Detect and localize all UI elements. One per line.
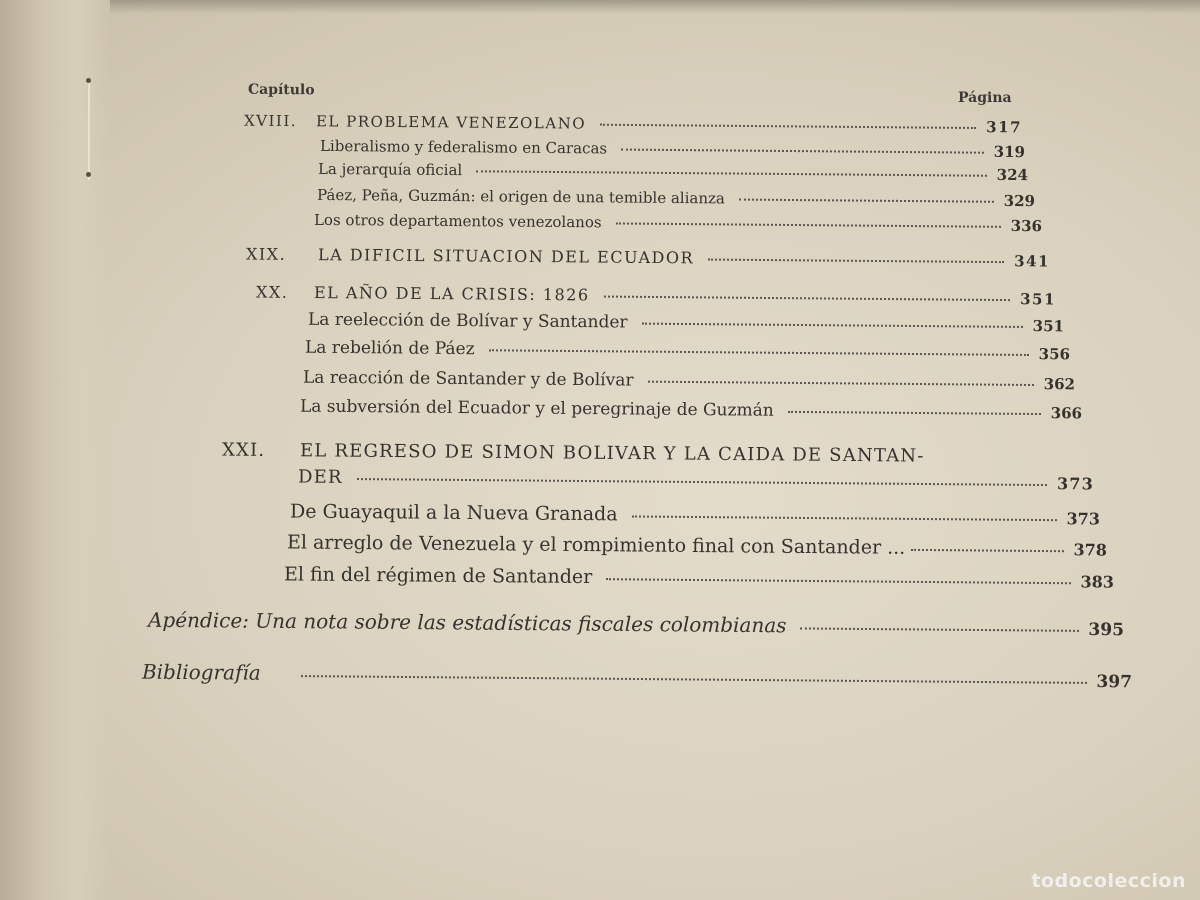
entry-page: 324 [996,165,1029,185]
toc-entry [305,338,1070,365]
dot-leader [604,294,1011,302]
page-top-edge [110,0,1200,14]
entry-page: 373 [1066,509,1101,529]
entry-title: La reacción de Santander y de Bolívar [302,367,634,391]
toc-entry [287,531,1107,560]
dot-leader [788,409,1041,415]
dot-leader [911,547,1063,552]
entry-page: 336 [1010,216,1043,236]
entry-page: 329 [1003,191,1036,211]
chapter-header: Capítulo [247,81,315,99]
toc-entry [303,368,1075,395]
entry-page: 395 [1088,619,1125,641]
dot-leader [708,257,1004,264]
dot-leader [616,220,1001,227]
entry-title: De Guayaquil a la Nueva Granada [289,500,618,526]
entry-title: Apéndice: Una nota sobre las estadísticas fiscales colombianas [147,607,787,638]
entry-page: 373 [1056,474,1095,494]
binding-thread [88,80,94,180]
dot-leader [800,625,1078,631]
chapter-number: XIX. [245,244,287,264]
toc-entry [317,186,1035,210]
chapter-number: XVIII. [243,111,298,131]
binding-hole [86,172,91,177]
toc-entry [246,244,1050,270]
toc-entry [314,211,1042,235]
entry-page: 341 [1014,252,1051,271]
dot-leader [739,197,994,203]
entry-page: 317 [986,118,1023,137]
entry-page: 383 [1080,572,1115,592]
entry-title: EL PROBLEMA VENEZOLANO [315,112,587,133]
toc-entry [290,500,1100,529]
toc-entry [284,563,1114,592]
entry-title: El arreglo de Venezuela y el rompimiento final con Santander ... [286,531,906,559]
entry-title: Bibliografía [141,659,261,685]
dot-leader [606,576,1070,584]
toc-entry-line-2 [298,467,1094,495]
entry-page: 356 [1038,345,1071,364]
page-header: Página [958,90,1012,106]
dot-leader [476,168,986,176]
watermark-logo: todocoleccion [1031,870,1186,892]
entry-title: La rebelión de Páez [304,337,475,360]
dot-leader [357,476,1047,486]
entry-page: 351 [1020,290,1057,309]
chapter-number: XXI. [221,439,266,461]
toc-entry-appendix [148,608,1124,641]
entry-page: 362 [1043,375,1076,394]
entry-page: 351 [1032,317,1065,336]
entry-title: La reelección de Bolívar y Santander [307,309,628,333]
dot-leader [301,673,1087,684]
dot-leader [632,513,1057,521]
entry-title: Los otros departamentos venezolanos [313,210,602,232]
entry-title: EL REGRESO DE SIMON BOLIVAR Y LA CAIDA DE SANTAN- [299,440,925,467]
entry-page: 378 [1073,540,1108,560]
entry-page: 319 [993,142,1026,162]
entry-title: La subversión del Ecuador y el peregrinaje de Guzmán [299,396,774,421]
binding-hole [86,78,91,83]
dot-leader [621,147,984,154]
entry-title: LA DIFICIL SITUACION DEL ECUADOR [317,245,695,268]
toc-entry-line-1 [222,440,1022,468]
dot-leader [642,321,1023,328]
toc-entry [320,137,1025,161]
toc-entry [308,310,1064,337]
toc-entry-bibliography [142,660,1132,693]
dot-leader [647,379,1033,386]
chapter-number: XX. [255,282,289,302]
toc-entry [256,283,1056,309]
entry-title: El fin del régimen de Santander [283,563,593,589]
entry-title-continued: DER [297,466,343,488]
entry-title: Páez, Peña, Guzmán: el origen de una temible alianza [316,185,725,208]
toc-entry [318,160,1028,184]
entry-title: EL AÑO DE LA CRISIS: 1826 [313,283,590,305]
toc-entry [244,112,1022,137]
toc-entry [300,397,1082,424]
entry-page: 397 [1096,672,1133,693]
dot-leader [600,122,976,129]
entry-page: 366 [1050,404,1083,423]
entry-title: Liberalismo y federalismo en Caracas [319,136,608,158]
dot-leader [489,347,1029,356]
entry-title: La jerarquía oficial [317,159,463,180]
